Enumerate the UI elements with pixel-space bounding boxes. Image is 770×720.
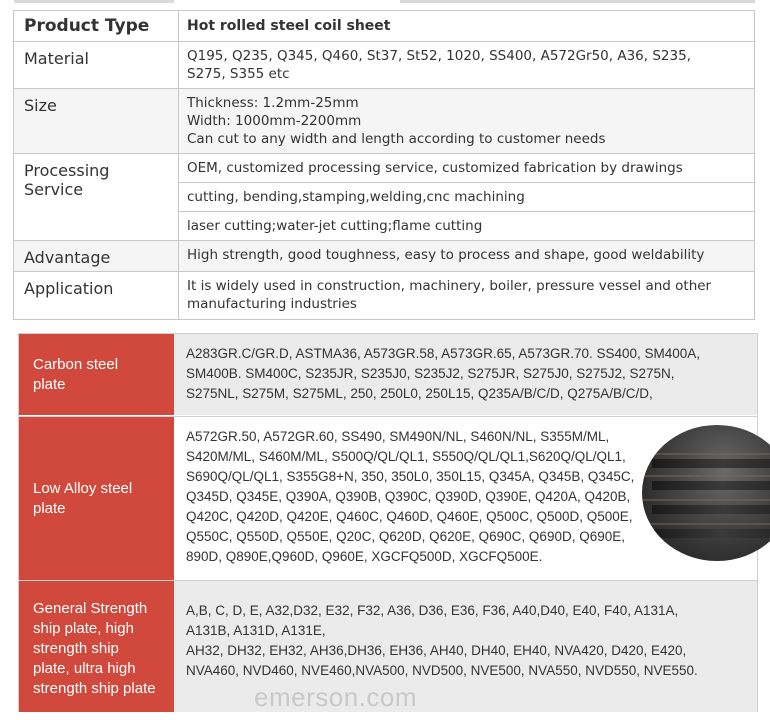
category-label-line: ship plate, high xyxy=(33,619,134,637)
grade-line: S420M/ML, S460M/ML, S500Q/QL/QL1, S550Q/QL/QL1,S620Q/QL/QL1, xyxy=(186,449,626,464)
product-type-value: Hot rolled steel coil sheet xyxy=(179,11,755,42)
grade-line: Q345D, Q345E, Q390A, Q390B, Q390C, Q390D, Q390E, Q420A, Q420B, xyxy=(186,489,631,504)
processing-row xyxy=(14,154,755,183)
size-line: Thickness: 1.2mm-25mm xyxy=(187,95,359,111)
application-line: manufacturing industries xyxy=(187,296,357,312)
grade-line: A131B, A131D, A131E, xyxy=(186,623,326,638)
size-value xyxy=(179,89,755,154)
category-label-line: Low Alloy steel xyxy=(33,479,133,497)
size-line: Width: 1000mm-2200mm xyxy=(187,113,362,129)
size-label: Size xyxy=(14,89,179,154)
application-row xyxy=(14,272,755,320)
category-label-line: plate xyxy=(33,375,66,393)
processing-item: laser cutting;water-jet cutting;flame cutting xyxy=(179,212,755,241)
grade-line: 890D, Q890E,Q960D, Q960E, XGCFQ500D, XGCFQ500E. xyxy=(186,549,543,564)
category-label-line: General Strength xyxy=(33,599,148,617)
low-alloy-category xyxy=(19,417,174,580)
category-label-line: plate xyxy=(33,499,66,517)
ship-plate-category xyxy=(19,581,174,712)
processing-label-line: Processing xyxy=(24,161,110,180)
category-label-line: Carbon steel xyxy=(33,355,119,373)
category-label-line: strength ship xyxy=(33,639,119,657)
material-label: Material xyxy=(14,42,179,89)
grade-line: A283GR.C/GR.D, ASTMA36, A573GR.58, A573GR.65, A573GR.70. SS400, SM400A, xyxy=(186,346,701,361)
spec-table xyxy=(13,10,755,320)
processing-item: cutting, bending,stamping,welding,cnc machining xyxy=(179,183,755,212)
advantage-value: High strength, good toughness, easy to process and shape, good weldability xyxy=(179,241,755,272)
material-line: Q195, Q235, Q345, Q460, St37, St52, 1020, SS400, A572Gr50, A36, S235, xyxy=(187,48,691,64)
advantage-label: Advantage xyxy=(14,241,179,272)
top-divider xyxy=(0,0,770,4)
spec-header-row xyxy=(14,11,755,42)
material-line: S275, S355 etc xyxy=(187,66,290,82)
grade-line: S275NL, S275M, S275ML, 250, 250L0, 250L15, Q235A/B/C/D, Q275A/B/C/D, xyxy=(186,386,653,401)
carbon-steel-category xyxy=(19,334,174,415)
grade-line: SM400B. SM400C, S235JR, S235J0, S235J2, S275JR, S275J0, S275J2, S275N, xyxy=(186,366,675,381)
size-row xyxy=(14,89,755,154)
application-value xyxy=(179,272,755,320)
size-line: Can cut to any width and length according to customer needs xyxy=(187,131,606,147)
carbon-steel-grades xyxy=(174,334,757,415)
grade-line: A572GR.50, A572GR.60, SS490, SM490N/NL, S460N/NL, S355M/ML, xyxy=(186,429,610,444)
watermark: emerson.com xyxy=(254,682,417,712)
grade-line: NVA460, NVD460, NVE460,NVA500, NVD500, NVE500, NVA550, NVD550, NVE550. xyxy=(186,663,698,678)
processing-item: OEM, customized processing service, customized fabrication by drawings xyxy=(179,154,755,183)
product-type-label: Product Type xyxy=(14,11,179,42)
application-line: It is widely used in construction, machinery, boiler, pressure vessel and other xyxy=(187,278,712,294)
material-row xyxy=(14,42,755,89)
material-value xyxy=(179,42,755,89)
advantage-row xyxy=(14,241,755,272)
processing-label xyxy=(14,154,179,241)
grade-line: Q550C, Q550D, Q550E, Q20C, Q620D, Q620E, Q690C, Q690D, Q690E, xyxy=(186,529,625,544)
grade-line: S690Q/QL/QL1, S355G8+N, 350, 350L0, 350L15, Q345A, Q345B, Q345C, xyxy=(186,469,635,484)
category-label-line: strength ship plate xyxy=(33,679,156,697)
grade-line: AH32, DH32, EH32, AH36,DH36, EH36, AH40, DH40, EH40, NVA420, D420, E420, xyxy=(186,643,687,658)
carbon-steel-row xyxy=(19,334,757,415)
category-label-line: plate, ultra high xyxy=(33,659,136,677)
grade-line: Q420C, Q420D, Q420E, Q460C, Q460D, Q460E, Q500C, Q500D, Q500E, xyxy=(186,509,633,524)
application-label: Application xyxy=(14,272,179,320)
grade-line: A,B, C, D, E, A32,D32, E32, F32, A36, D36, E36, F36, A40,D40, E40, F40, A131A, xyxy=(186,603,679,618)
processing-label-line: Service xyxy=(24,180,84,199)
